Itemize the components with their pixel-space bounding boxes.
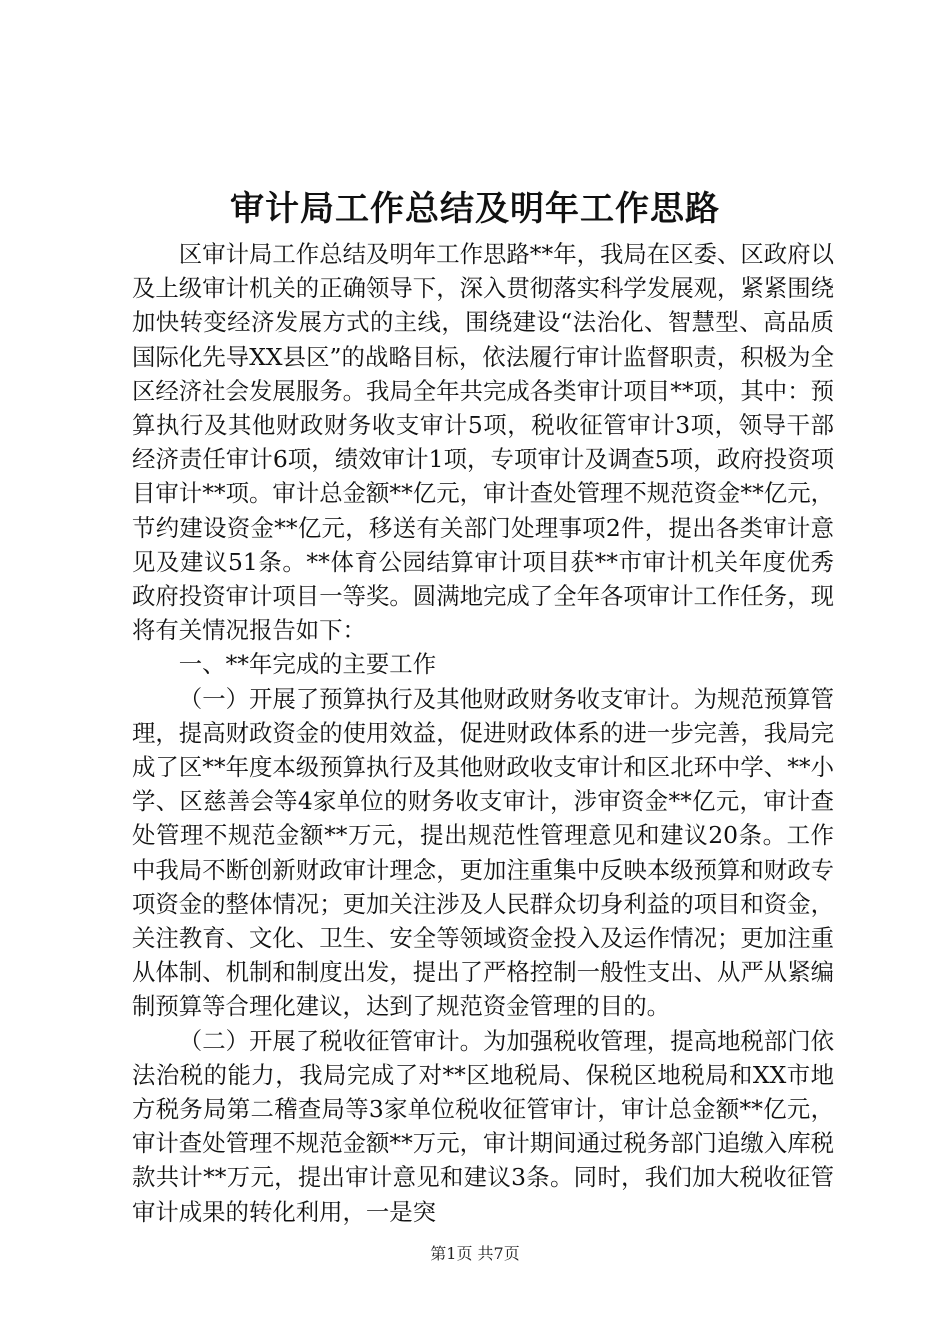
document-title: 审计局工作总结及明年工作思路: [230, 189, 720, 229]
section-heading-main-work: 一、**年完成的主要工作: [178, 650, 437, 679]
paragraph-tax-audit: （二）开展了税收征管审计。为加强税收管理，提高地税部门依法治税的能力，我局完成了对**区地税局、保税区地税局和XX市地方税务局第二稽查局等3家单位税收征管审计，审计总金额**亿元，审计查处管理不规范金额**万元，审计期间通过税务部门追缴入库税款共计**万元，提出审计意见和建议3条。同时，我们加大税收征管审计成果的转化利用，一是突: [132, 1026, 834, 1226]
document-body: [132, 237, 834, 1229]
paragraph-budget-audit: （一）开展了预算执行及其他财政财务收支审计。为规范预算管理，提高财政资金的使用效益，促进财政体系的进一步完善，我局完成了区**年度本级预算执行及其他财政收支审计和区北环中学、**小学、区慈善会等4家单位的财务收支审计，涉审资金**亿元，审计查处管理不规范金额**万元，提出规范性管理意见和建议20条。工作中我局不断创新财政审计理念，更加注重集中反映本级预算和财政专项资金的整体情况；更加关注涉及人民群众切身利益的项目和资金，关注教育、文化、卫生、安全等领域资金投入及运作情况；更加注重从体制、机制和制度出发，提出了严格控制一般性支出、从严从紧编制预算等合理化建议，达到了规范资金管理的目的。: [132, 684, 834, 1021]
page-number-footer: 第1页 共7页: [430, 1244, 520, 1263]
paragraph-intro: 区审计局工作总结及明年工作思路**年，我局在区委、区政府以及上级审计机关的正确领导下，深入贯彻落实科学发展观，紧紧围绕加快转变经济发展方式的主线，围绕建设“法治化、智慧型、高品质国际化先导XX县区”的战略目标，依法履行审计监督职责，积极为全区经济社会发展服务。我局全年共完成各类审计项目**项，其中：预算执行及其他财政财务收支审计5项，税收征管审计3项，领导干部经济责任审计6项，绩效审计1项，专项审计及调查5项，政府投资项目审计**项。审计总金额**亿元，审计查处管理不规范资金**亿元，节约建设资金**亿元，移送有关部门处理事项2件，提出各类审计意见及建议51条。**体育公园结算审计项目获**市审计机关年度优秀政府投资审计项目一等奖。圆满地完成了全年各项审计工作任务，现将有关情况报告如下：: [132, 240, 834, 645]
